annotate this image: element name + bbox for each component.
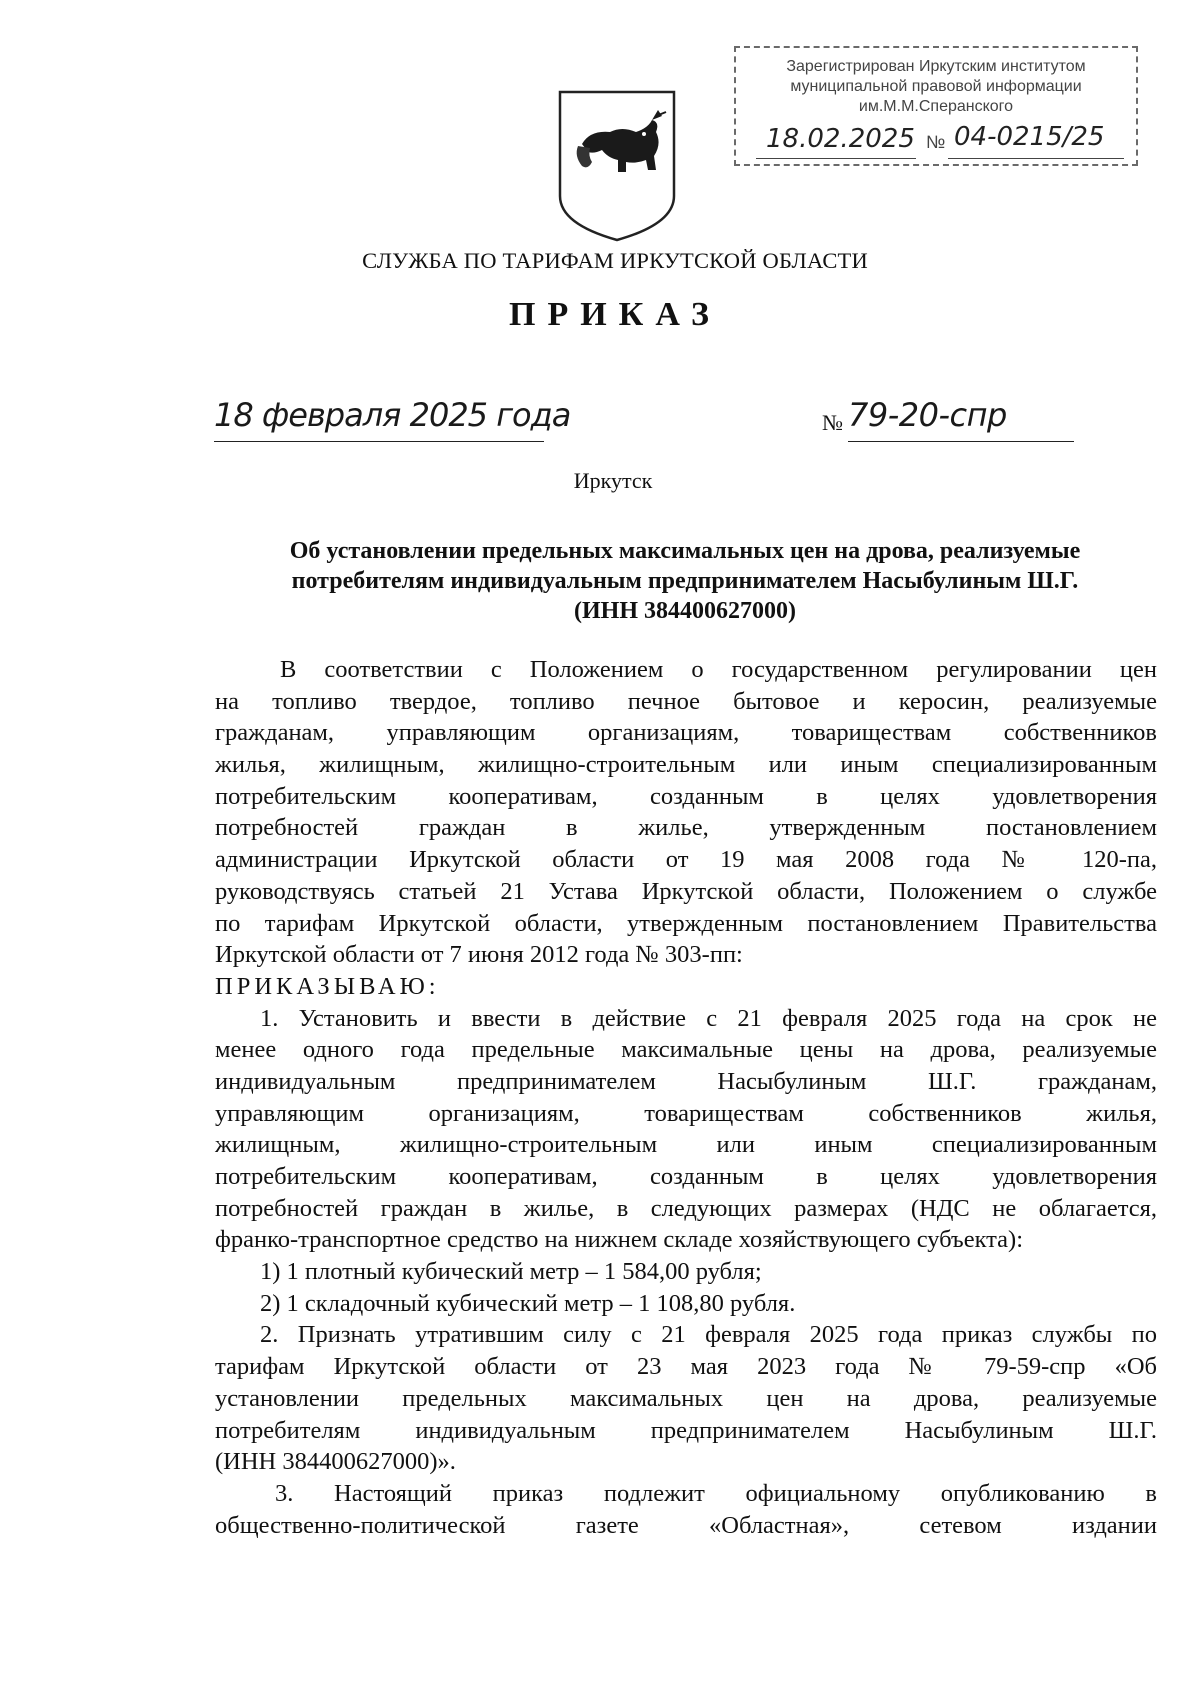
order-number-handwritten: 79-20-спр xyxy=(848,396,1007,434)
order-number-underline xyxy=(848,441,1074,442)
preamble-line: потребностей граждан в жилье, утвержденным постановлением xyxy=(215,814,1157,842)
preamble-line: руководствуясь статьей 21 Устава Иркутской области, Положением о службе xyxy=(215,877,1157,905)
order-date-handwritten: 18 февраля 2025 года xyxy=(214,396,571,434)
item2-line: (ИНН 384400627000)». xyxy=(215,1448,456,1476)
item1-line: жилищным, жилищно-строительным или иным специализированным xyxy=(215,1131,1157,1159)
order-body xyxy=(215,654,1157,1541)
item1-line: потребностей граждан в жилье, в следующих размерах (НДС не облагается, xyxy=(215,1194,1157,1222)
preamble-line: жилья, жилищным, жилищно-строительным или иным специализированным xyxy=(215,751,1157,779)
stamp-line-1: Зарегистрирован Иркутским институтом xyxy=(786,58,1086,75)
order-title-line: потребителям индивидуальным предпринимателем Насыбулиным Ш.Г. xyxy=(291,568,1079,594)
item1-line: менее одного года предельные максимальные цены на дрова, реализуемые xyxy=(215,1036,1157,1064)
city-name: Иркутск xyxy=(573,468,653,493)
item2-line: 2. Признать утратившим силу с 21 февраля 2025 года приказ службы по xyxy=(260,1321,1157,1349)
item1-line: потребительским кооперативам, созданным в целях удовлетворения xyxy=(215,1163,1157,1190)
order-title-line: Об установлении предельных максимальных цен на дрова, реализуемые xyxy=(289,538,1081,564)
stamp-registration-date: 18.02.2025 xyxy=(766,124,915,154)
item2-line: тарифам Иркутской области от 23 мая 2023 года № 79-59-спр «Об xyxy=(215,1353,1157,1381)
item3-line: общественно-политической газете «Областная», сетевом издании xyxy=(215,1511,1157,1539)
stamp-number-label: № xyxy=(926,132,946,152)
order-title-line: (ИНН 384400627000) xyxy=(574,598,796,624)
preamble-line: на топливо твердое, топливо печное бытовое и керосин, реализуемые xyxy=(215,687,1157,715)
order-date-underline xyxy=(214,441,544,442)
stamp-number-underline xyxy=(948,158,1124,159)
stamp-registration-number: 04-0215/25 xyxy=(954,122,1105,152)
order-number-label: № xyxy=(822,410,843,435)
stamp-line-2: муниципальной правовой информации xyxy=(790,78,1082,95)
stamp-line-3: им.М.М.Сперанского xyxy=(858,98,1014,115)
order-word: ПРИКАЗЫВАЮ: xyxy=(215,972,440,1000)
preamble-line: по тарифам Иркутской области, утвержденным постановлением Правительства xyxy=(215,909,1157,937)
item1-line: франко-транспортное средство на нижнем складе хозяйствующего субъекта): xyxy=(215,1226,1024,1254)
preamble-line: В соответствии с Положением о государственном регулировании цен xyxy=(280,656,1157,683)
preamble-line: потребительским кооперативам, созданным в целях удовлетворения xyxy=(215,782,1157,810)
price-line-stacked: 2) 1 складочный кубический метр – 1 108,80 рубля. xyxy=(260,1289,796,1317)
item2-line: установлении предельных максимальных цен на дрова, реализуемые xyxy=(215,1384,1157,1412)
item1-line: 1. Установить и ввести в действие с 21 февраля 2025 года на срок не xyxy=(260,1004,1157,1032)
agency-name: СЛУЖБА ПО ТАРИФАМ ИРКУТСКОЙ ОБЛАСТИ xyxy=(362,248,868,273)
item3-line: 3. Настоящий приказ подлежит официальному опубликованию в xyxy=(275,1479,1157,1507)
coat-of-arms-emblem xyxy=(552,86,682,244)
registration-stamp xyxy=(734,46,1138,166)
preamble-line: администрации Иркутской области от 19 мая 2008 года № 120-па, xyxy=(215,846,1157,874)
preamble-line: гражданам, управляющим организациям, товариществам собственников xyxy=(215,719,1157,747)
preamble-line: Иркутской области от 7 июня 2012 года № 303-пп: xyxy=(215,941,743,969)
item1-line: индивидуальным предпринимателем Насыбулиным Ш.Г. гражданам, xyxy=(215,1067,1157,1095)
item1-line: управляющим организациям, товариществам собственников жилья, xyxy=(215,1099,1157,1127)
document-type-title: ПРИКАЗ xyxy=(509,296,721,333)
item2-line: потребителям индивидуальным предпринимателем Насыбулиным Ш.Г. xyxy=(215,1416,1157,1444)
stamp-date-underline xyxy=(756,158,916,159)
order-title xyxy=(215,536,1155,626)
price-line-dense: 1) 1 плотный кубический метр – 1 584,00 рубля; xyxy=(260,1258,762,1286)
